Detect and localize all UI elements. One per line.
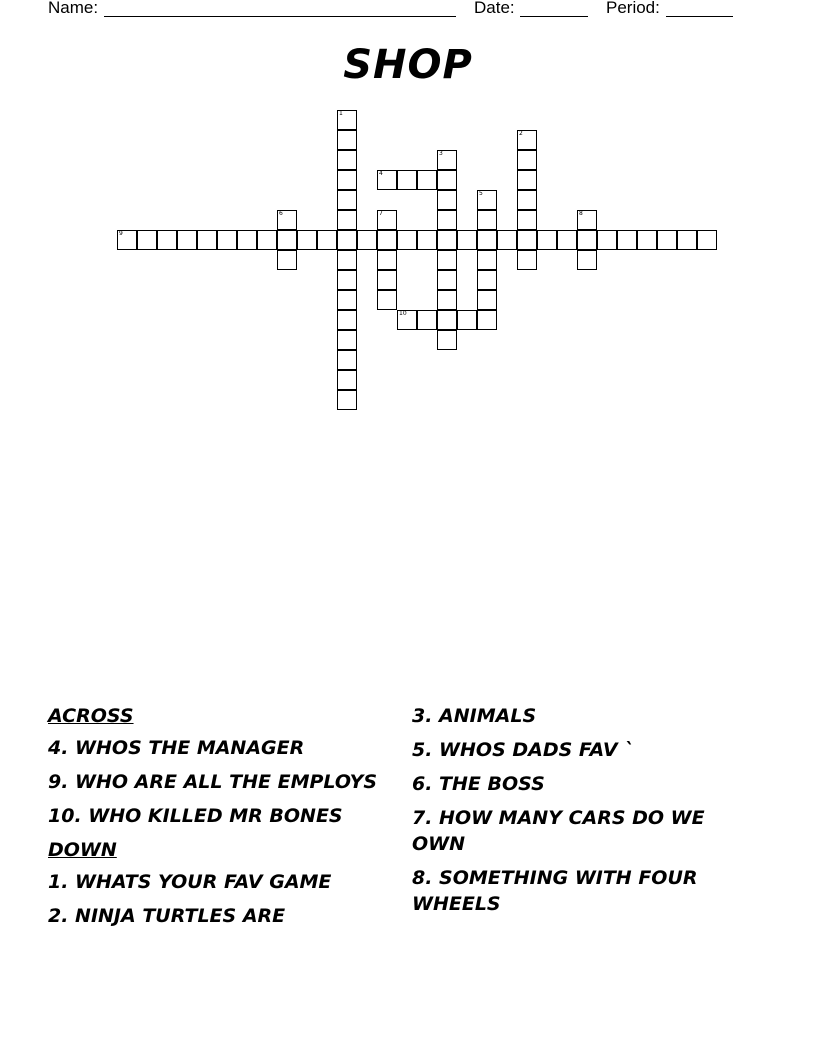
clues-right-column bbox=[412, 703, 742, 925]
grid-cell[interactable] bbox=[517, 130, 537, 150]
grid-cell[interactable] bbox=[517, 230, 537, 250]
grid-cell[interactable] bbox=[417, 170, 437, 190]
grid-cell[interactable] bbox=[437, 150, 457, 170]
grid-cell[interactable] bbox=[337, 270, 357, 290]
grid-cell[interactable] bbox=[337, 330, 357, 350]
grid-cell[interactable] bbox=[677, 230, 697, 250]
grid-cell[interactable] bbox=[517, 210, 537, 230]
grid-cell[interactable] bbox=[637, 230, 657, 250]
cell-number: 7 bbox=[379, 210, 383, 217]
grid-cell[interactable] bbox=[617, 230, 637, 250]
grid-cell[interactable] bbox=[377, 290, 397, 310]
grid-cell[interactable] bbox=[437, 210, 457, 230]
grid-cell[interactable] bbox=[397, 310, 417, 330]
clue-down-6: 6. THE BOSS bbox=[412, 773, 545, 795]
clue-down-7: 7. HOW MANY CARS DO WE OWN bbox=[412, 807, 705, 855]
clue-down-8: 8. SOMETHING WITH FOUR WHEELS bbox=[412, 867, 698, 915]
grid-cell[interactable] bbox=[477, 270, 497, 290]
clue-across-4: 4. WHOS THE MANAGER bbox=[48, 737, 305, 759]
grid-cell[interactable] bbox=[497, 230, 517, 250]
grid-cell[interactable] bbox=[137, 230, 157, 250]
grid-cell[interactable] bbox=[437, 170, 457, 190]
grid-cell[interactable] bbox=[337, 170, 357, 190]
grid-cell[interactable] bbox=[337, 150, 357, 170]
grid-cell[interactable] bbox=[337, 210, 357, 230]
grid-cell[interactable] bbox=[517, 170, 537, 190]
grid-cell[interactable] bbox=[417, 310, 437, 330]
name-blank[interactable] bbox=[104, 16, 456, 17]
period-blank[interactable] bbox=[666, 16, 733, 17]
grid-cell[interactable] bbox=[337, 190, 357, 210]
grid-cell[interactable] bbox=[337, 290, 357, 310]
grid-cell[interactable] bbox=[657, 230, 677, 250]
cell-number: 2 bbox=[519, 130, 523, 137]
grid-cell[interactable] bbox=[177, 230, 197, 250]
grid-cell[interactable] bbox=[357, 230, 377, 250]
grid-cell[interactable] bbox=[557, 230, 577, 250]
grid-cell[interactable] bbox=[437, 230, 457, 250]
name-label: Name: bbox=[48, 0, 99, 17]
grid-cell[interactable] bbox=[477, 190, 497, 210]
grid-cell[interactable] bbox=[337, 250, 357, 270]
grid-cell[interactable] bbox=[297, 230, 317, 250]
period-label: Period: bbox=[606, 0, 660, 17]
grid-cell[interactable] bbox=[397, 170, 417, 190]
grid-cell[interactable] bbox=[337, 130, 357, 150]
across-heading: ACROSS bbox=[48, 705, 134, 727]
clue-down-2: 2. NINJA TURTLES ARE bbox=[48, 905, 286, 927]
grid-cell[interactable] bbox=[437, 290, 457, 310]
grid-cell[interactable] bbox=[577, 230, 597, 250]
cell-number: 9 bbox=[119, 230, 123, 237]
grid-cell[interactable] bbox=[437, 330, 457, 350]
grid-cell[interactable] bbox=[537, 230, 557, 250]
grid-cell[interactable] bbox=[377, 270, 397, 290]
grid-cell[interactable] bbox=[517, 150, 537, 170]
grid-cell[interactable] bbox=[377, 210, 397, 230]
grid-cell[interactable] bbox=[197, 230, 217, 250]
grid-cell[interactable] bbox=[417, 230, 437, 250]
grid-cell[interactable] bbox=[257, 230, 277, 250]
clue-down-5: 5. WHOS DADS FAV ` bbox=[412, 739, 634, 761]
grid-cell[interactable] bbox=[517, 190, 537, 210]
cell-number: 1 bbox=[339, 110, 343, 117]
grid-cell[interactable] bbox=[477, 310, 497, 330]
date-label: Date: bbox=[474, 0, 515, 17]
down-heading: DOWN bbox=[48, 839, 117, 861]
clue-down-3: 3. ANIMALS bbox=[412, 705, 537, 727]
grid-cell[interactable] bbox=[697, 230, 717, 250]
page-title: SHOP bbox=[343, 42, 473, 88]
grid-cell[interactable] bbox=[517, 250, 537, 270]
grid-cell[interactable] bbox=[477, 250, 497, 270]
grid-cell[interactable] bbox=[337, 310, 357, 330]
cell-number: 5 bbox=[479, 190, 483, 197]
grid-cell[interactable] bbox=[437, 190, 457, 210]
grid-cell[interactable] bbox=[377, 170, 397, 190]
grid-cell[interactable] bbox=[237, 230, 257, 250]
grid-cell[interactable] bbox=[437, 250, 457, 270]
grid-cell[interactable] bbox=[277, 230, 297, 250]
grid-cell[interactable] bbox=[577, 250, 597, 270]
grid-cell[interactable] bbox=[337, 230, 357, 250]
clue-across-10: 10. WHO KILLED MR BONES bbox=[48, 805, 343, 827]
grid-cell[interactable] bbox=[157, 230, 177, 250]
grid-cell[interactable] bbox=[117, 230, 137, 250]
clues-left-column bbox=[48, 703, 378, 937]
cell-number: 6 bbox=[279, 210, 283, 217]
cell-number: 8 bbox=[579, 210, 583, 217]
grid-cell[interactable] bbox=[457, 310, 477, 330]
grid-cell[interactable] bbox=[277, 210, 297, 230]
grid-cell[interactable] bbox=[477, 210, 497, 230]
grid-cell[interactable] bbox=[337, 350, 357, 370]
grid-cell[interactable] bbox=[437, 310, 457, 330]
cell-number: 10 bbox=[399, 310, 407, 317]
grid-cell[interactable] bbox=[477, 290, 497, 310]
grid-cell[interactable] bbox=[597, 230, 617, 250]
grid-cell[interactable] bbox=[397, 230, 417, 250]
grid-cell[interactable] bbox=[337, 390, 357, 410]
cell-number: 3 bbox=[439, 150, 443, 157]
grid-cell[interactable] bbox=[317, 230, 337, 250]
grid-cell[interactable] bbox=[577, 210, 597, 230]
grid-cell[interactable] bbox=[457, 230, 477, 250]
grid-cell[interactable] bbox=[377, 230, 397, 250]
grid-cell[interactable] bbox=[337, 110, 357, 130]
grid-cell[interactable] bbox=[377, 250, 397, 270]
grid-cell[interactable] bbox=[437, 270, 457, 290]
cell-number: 4 bbox=[379, 170, 383, 177]
grid-cell[interactable] bbox=[337, 370, 357, 390]
grid-cell[interactable] bbox=[477, 230, 497, 250]
date-blank[interactable] bbox=[520, 16, 588, 17]
clue-down-1: 1. WHATS YOUR FAV GAME bbox=[48, 871, 332, 893]
grid-cell[interactable] bbox=[277, 250, 297, 270]
clue-across-9: 9. WHO ARE ALL THE EMPLOYS bbox=[48, 771, 378, 793]
grid-cell[interactable] bbox=[217, 230, 237, 250]
